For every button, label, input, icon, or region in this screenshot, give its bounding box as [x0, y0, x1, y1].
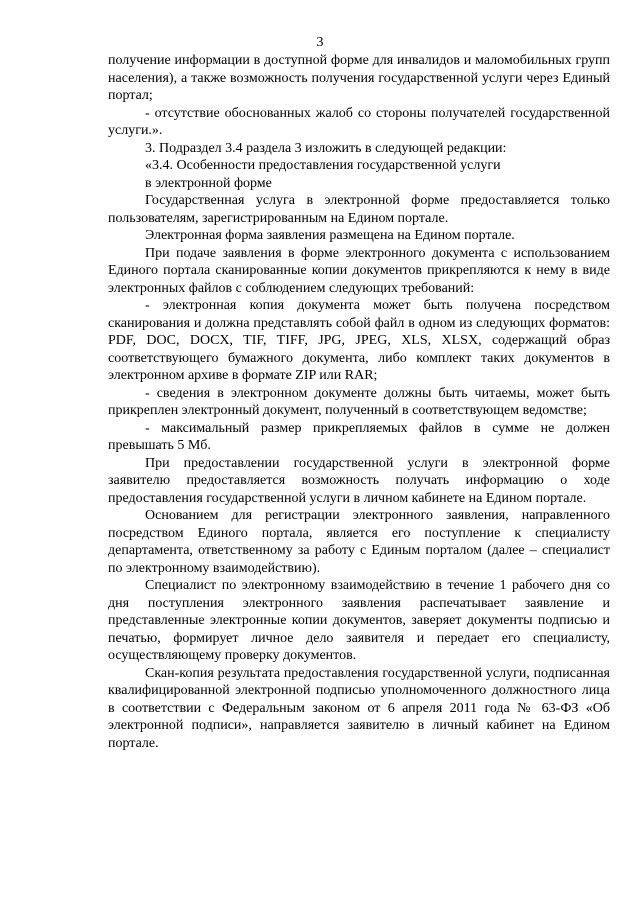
page-number: 3 — [316, 35, 324, 50]
paragraph: Основанием для регистрации электронного заявления, направленного посредством Единого портала, является его поступление к специалисту департамента, ответственному за работу с Единым порталом (далее – специалист по электронному взаимодействию). — [108, 508, 610, 576]
paragraph: - отсутствие обоснованных жалоб со стороны получателей государственной услуги.». — [108, 105, 610, 138]
section-title-line: в электронной форме — [145, 175, 272, 191]
paragraph: - сведения в электронном документе должны быть читаемы, может быть прикреплен электронный документ, полученный в соответствующем ведомстве; — [108, 385, 610, 418]
paragraph: При предоставлении государственной услуги в электронной форме заявителю предоставляется возможность получать информацию о ходе предоставления государственной услуги в личном кабинете на Едином портале. — [108, 455, 610, 506]
document-body — [108, 52, 610, 752]
section-title-line: «3.4. Особенности предоставления государственной услуги — [145, 158, 501, 173]
section-title — [108, 157, 610, 192]
paragraph: Специалист по электронному взаимодействию в течение 1 рабочего дня со дня поступления электронного заявления распечатывает заявление и представленные электронные копии документов, заверяет документы подписью и печатью, формирует личное дело заявителя и передает его специалисту, осуществляющему проверку документов. — [108, 578, 610, 663]
paragraph: 3. Подраздел 3.4 раздела 3 изложить в следующей редакции: — [145, 140, 507, 156]
paragraph: Скан-копия результата предоставления государственной услуги, подписанная квалифицированной электронной подписью уполномоченного должностного лица в соответствии с Федеральным законом от 6 апреля 2011 года № 63-ФЗ «Об электронной подписи», направляется заявителю в личный кабинет на Едином портале. — [108, 665, 610, 751]
paragraph: Государственная услуга в электронной форме предоставляется только пользователям, зарегистрированным на Едином портале. — [108, 193, 610, 226]
paragraph: Электронная форма заявления размещена на Едином портале. — [145, 228, 515, 243]
paragraph: - электронная копия документа может быть получена посредством сканирования и должна представлять собой файл в одном из следующих форматов: PDF, DOC, DOCX, TIF, TIFF, JPG, JPEG, XLS, XLSX, содержащий образ соответствующего бумажного документа, либо комплект таких документов в электронном архиве в формате ZIP или RAR; — [108, 298, 610, 383]
paragraph: получение информации в доступной форме для инвалидов и маломобильных групп населения), а также возможность получения государственной услуги через Единый портал; — [108, 53, 610, 103]
paragraph: При подаче заявления в форме электронного документа с использованием Единого портала сканированные копии документов прикрепляются к нему в виде электронных файлов с соблюдением следующих требований: — [108, 245, 610, 296]
paragraph: - максимальный размер прикрепляемых файлов в сумме не должен превышать 5 Мб. — [108, 420, 610, 453]
